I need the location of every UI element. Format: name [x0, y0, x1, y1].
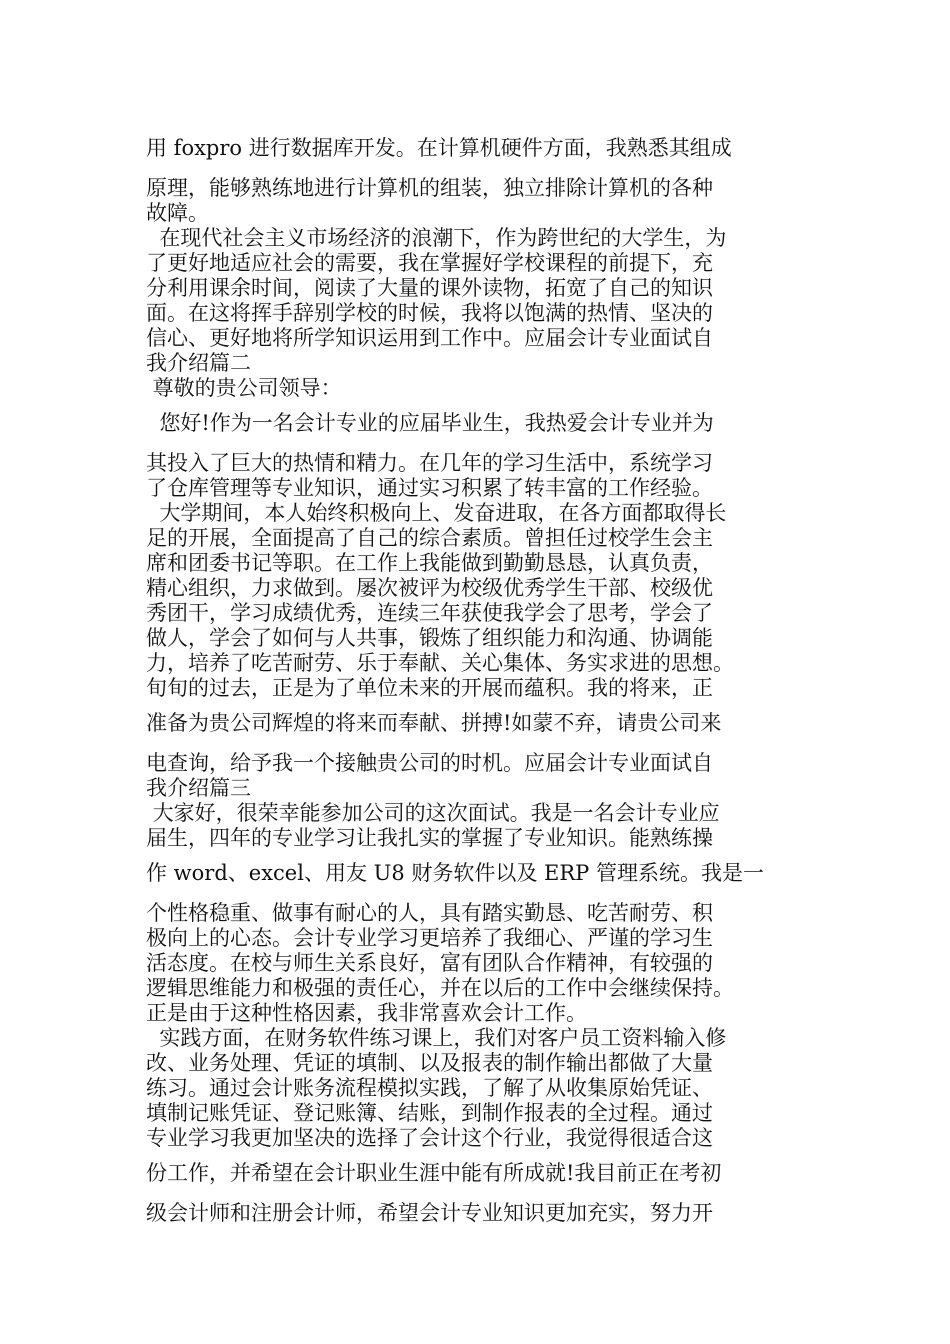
text-line: 练习。通过会计账务流程模拟实践，了解了从收集原始凭证、: [146, 1076, 713, 1100]
text-line: 我介绍篇三: [146, 776, 251, 800]
text-line: 我介绍篇二: [146, 351, 251, 375]
text-line: 准备为贵公司辉煌的将来而奉献、拼搏!如蒙不弃，请贵公司来: [146, 711, 722, 735]
text-line: 用 foxpro 进行数据库开发。在计算机硬件方面，我熟悉其组成: [146, 136, 732, 160]
text-line: 信心、更好地将所学知识运用到工作中。应届会计专业面试自: [146, 326, 713, 350]
text-line: 做人，学会了如何与人共事，锻炼了组织能力和沟通、协调能: [146, 626, 713, 650]
text-line: 了更好地适应社会的需要，我在掌握好学校课程的前提下，充: [146, 251, 713, 275]
text-line: 届生，四年的专业学习让我扎实的掌握了专业知识。能熟练操: [146, 826, 713, 850]
text-line: 正是由于这种性格因素，我非常喜欢会计工作。: [146, 1001, 587, 1025]
text-line: 级会计师和注册会计师，希望会计专业知识更加充实，努力开: [146, 1201, 713, 1225]
text-line: 原理，能够熟练地进行计算机的组装，独立排除计算机的各种: [146, 176, 713, 200]
text-line: 专业学习我更加坚决的选择了会计这个行业，我觉得很适合这: [146, 1126, 713, 1150]
text-line: 尊敬的贵公司领导：: [146, 376, 342, 400]
text-line: 您好!作为一名会计专业的应届毕业生，我热爱会计专业并为: [146, 411, 714, 435]
text-line: 填制记账凭证、登记账簿、结账，到制作报表的全过程。通过: [146, 1101, 713, 1125]
text-line: 了仓库管理等专业知识，通过实习积累了转丰富的工作经验。: [146, 476, 713, 500]
text-line: 大学期间，本人始终积极向上、发奋进取，在各方面都取得长: [146, 501, 727, 525]
text-line: 份工作，并希望在会计职业生涯中能有所成就!我目前正在考初: [146, 1161, 722, 1185]
text-line: 活态度。在校与师生关系良好，富有团队合作精神，有较强的: [146, 951, 713, 975]
text-line: 分利用课余时间，阅读了大量的课外读物，拓宽了自己的知识: [146, 276, 713, 300]
text-line: 足的开展，全面提高了自己的综合素质。曾担任过校学生会主: [146, 526, 713, 550]
text-line: 极向上的心态。会计专业学习更培养了我细心、严谨的学习生: [146, 926, 713, 950]
text-line: 其投入了巨大的热情和精力。在几年的学习生活中，系统学习: [146, 451, 713, 475]
text-line: 席和团委书记等职。在工作上我能做到勤勤恳恳，认真负责，: [146, 551, 713, 575]
text-line: 个性格稳重、做事有耐心的人，具有踏实勤恳、吃苦耐劳、积: [146, 901, 713, 925]
text-line: 改、业务处理、凭证的填制、以及报表的制作输出都做了大量: [146, 1051, 713, 1075]
text-line: 作 word、excel、用友 U8 财务软件以及 ERP 管理系统。我是一: [146, 861, 764, 885]
text-line: 电查询，给予我一个接触贵公司的时机。应届会计专业面试自: [146, 751, 713, 775]
text-line: 力，培养了吃苦耐劳、乐于奉献、关心集体、务实求进的思想。: [146, 651, 734, 675]
text-line: 秀团干，学习成绩优秀，连续三年获使我学会了思考，学会了: [146, 601, 713, 625]
text-line: 精心组织，力求做到。屡次被评为校级优秀学生干部、校级优: [146, 576, 713, 600]
text-line: 面。在这将挥手辞别学校的时候，我将以饱满的热情、坚决的: [146, 301, 713, 325]
text-line: 在现代社会主义市场经济的浪潮下，作为跨世纪的大学生，为: [146, 226, 727, 250]
text-line: 逻辑思维能力和极强的责任心，并在以后的工作中会继续保持。: [146, 976, 734, 1000]
text-line: 故障。: [146, 201, 209, 225]
text-line: 旬旬的过去，正是为了单位未来的开展而蕴积。我的将来，正: [146, 676, 713, 700]
text-line: 实践方面，在财务软件练习课上，我们对客户员工资料输入修: [146, 1026, 727, 1050]
text-line: 大家好，很荣幸能参加公司的这次面试。我是一名会计专业应: [146, 801, 720, 825]
